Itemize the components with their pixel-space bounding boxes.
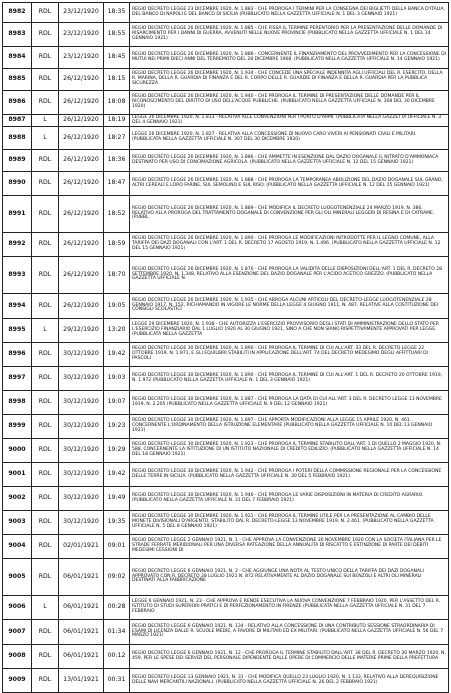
record-date: 30/12/1920 bbox=[59, 439, 104, 463]
record-number: 8993 bbox=[3, 257, 32, 294]
record-date: 06/01/1921 bbox=[59, 559, 104, 596]
record-type: RDL bbox=[32, 620, 59, 645]
record-time: 18:35 bbox=[104, 3, 130, 23]
record-time: 19:42 bbox=[104, 463, 130, 487]
record-time: 18:27 bbox=[104, 127, 130, 150]
record-description: REGIO DECRETO LEGGE 6 GENNAIO 1921, N. 2 - CHE AGGIUNGE UNA NOTA AL TESTO UNICO DELLA TARIFFA DEI DAZI DOGANALI APPROVATO CON R. DECRETO 28 LUGLIO 1921 N. 872 RELATIVAMENTE AL DAZIO DOGANALE SUI BENZOLI E ALTRI OLI MINERALI DESTINATI ALLA FABBRICAZIONE bbox=[130, 559, 449, 596]
record-time: 18:59 bbox=[104, 233, 130, 257]
record-date: 06/01/1921 bbox=[59, 620, 104, 645]
record-description: REGIO DECRETO LEGGE 6 GENNAIO 1921, N. 134 - RELATIVO ALLA CONCESSIONE DI UNA CONTRIBUTO SESSIONE STRAORDINARIA DI ESAMI DI LICENZA DALLE R. SCUOLE MEDIE, A FAVORE DI MILITARI ED EX MILITARI. (PUBBLICATO NELLA GAZZETTA UFFICIALE N. 56 DEL 7 MARZO 1921) bbox=[130, 620, 449, 645]
record-date: 30/12/1920 bbox=[59, 391, 104, 415]
record-description: REGIO DECRETO LEGGE 13 GENNAIO 1921, N. 31 - CHE MODIFICA QUELLO 23 LUGLIO 1920, N. 1.133, RELATIVO ALLA DEREQUISIZIONE DELLE NAVI MERCANTILI NAZIONALI. (PUBBLICATO NELLA GAZZETTA UFFICIALE N. 26 DEL 2 FEBBRAIO 1921) bbox=[130, 669, 449, 693]
record-type: RDL bbox=[32, 535, 59, 559]
record-time: 18:15 bbox=[104, 69, 130, 91]
record-type: RDL bbox=[32, 294, 59, 319]
record-description: REGIO DECRETO LEGGE 30 DICEMBRE 1920, N. 1.890 - CHE PROROGA IL TERMINE DI CUI ALL'ART. 1 DEL R. DECRETO 20 OTTOBRE 1919, N. 1.972 (PUBBLICATO NELLA GAZZETTA UFFICIALE N. 1 DEL 3 GENNAIO 1921) bbox=[130, 367, 449, 391]
record-type: L bbox=[32, 115, 59, 127]
record-time: 09:01 bbox=[104, 535, 130, 559]
record-date: 30/12/1920 bbox=[59, 463, 104, 487]
record-time: 18:70 bbox=[104, 257, 130, 294]
record-date: 13/01/1921 bbox=[59, 669, 104, 693]
table-row bbox=[3, 91, 449, 115]
record-description: REGIO DECRETO LEGGE 30 DICEMBRE 1920, N. 1.942 - CHE PROROGA I POTERI DELLA COMMISSIONE REGIONALE PER LA CONCESSIONE DELLE TERRE IN SICILIA. (PUBBLICATO NELLA GAZZETTA UFFICIALE N. 30 DEL 5 FEBBRAIO 1921) bbox=[130, 463, 449, 487]
record-number: 8985 bbox=[3, 69, 32, 91]
record-time: 00:31 bbox=[104, 669, 130, 693]
record-description: REGIO DECRETO LEGGE 30 DICEMBRE 1920, N. 1.897 - CHE APPORTA MODIFICAZIONI ALLA LEGGE 15 APRILE 1920, N. 461, CONCERNENTE L'ORDINAMENTO DELLA ISTRUZIONE ELEMENTARE (PUBBLICATO NELLA GAZZETTA UFFICIALE N. 10 DEL 13 GENNAIO 1921) bbox=[130, 415, 449, 439]
table-row bbox=[3, 463, 449, 487]
table-row bbox=[3, 391, 449, 415]
record-date: 23/12/1920 bbox=[59, 47, 104, 69]
record-number: 8999 bbox=[3, 415, 32, 439]
table-row bbox=[3, 150, 449, 172]
record-description: REGIO DECRETO LEGGE 26 DICEMBRE 1920, N. 1.888 - CHE PROROGA LA TEMPORANEA ABOLIZIONE DEL DAZIO DOGANALE SUL GRANO, ALTRI CEREALI E LORO FARINE, SUL SEMOLINO E SUL RISO. (PUBBLICATO NELLA GAZZETTA UFFICIALE N. 12 DEL 15 GENNAIO 1921) bbox=[130, 172, 449, 196]
record-type: RDL bbox=[32, 3, 59, 23]
record-date: 26/12/1920 bbox=[59, 127, 104, 150]
record-date: 23/12/1920 bbox=[59, 23, 104, 47]
record-description: REGIO DECRETO LEGGE 2 GENNAIO 1921, N. 1 - CHE APPROVA LA CONVENZIONE 30 NOVEMBRE 1920 CON LA SOCIETA ITALIANA PER LE STRADE FERRATE MERIDIONALI PER UNA DIVERSA RATEAZIONE DELLA ANNUALITA DI RISCATTO E ESTINZIONE DI PARTE DEI DEBITI MEDESIMI CESSIONI DI bbox=[130, 535, 449, 559]
table-row bbox=[3, 196, 449, 233]
record-number: 9001 bbox=[3, 463, 32, 487]
record-time: 19:07 bbox=[104, 391, 130, 415]
record-description: REGIO DECRETO LEGGE 30 DICEMBRE 1920, N. 1.921 - CHE PROROGA IL TERMINE UTILE PER LA PRESENTAZIONE AL CAMBIO DELLE MONETE DIVISIONALI D'ARGENTO, STABILITO DAL R. DECRETO-LEGGE 13 NOVEMBRE 1919, N. 2.461. (PUBBLICATO NELLA GAZZETTA UFFICIALE N. 5 DEL 8 GENNAIO 1921) bbox=[130, 511, 449, 535]
record-type: RDL bbox=[32, 439, 59, 463]
table-row bbox=[3, 69, 449, 91]
record-number: 9009 bbox=[3, 669, 32, 693]
record-description: REGIO DECRETO LEGGE 26 DICEMBRE 1920, N. 1.886 - CHE AMMETTE IN ESENZIONE DAL DAZIO DOGANALE IL NITRATO D'AMMONIACA DESTINATO PER USO DI CONCIMAZIONE AGRICOLA. (PUBBLICATO NELLA GAZZETTA UFFICIALE N. 12 DEL 15 GENNAIO 1921) bbox=[130, 150, 449, 172]
record-number: 8984 bbox=[3, 47, 32, 69]
record-description: LEGGE 6 GENNAIO 1921, N. 23 - CHE APPROVA E RENDE ESECUTIVA LA NUOVA CONVENZIONE 7 FEBBRAIO 1920, PER L'ASSETTO DEL R. ISTITUTO DI STUDI SUPERIORI PRATICI E DI PERFEZIONAMENTO IN FIRENZE (PUBBLICATA NELLA GAZZETTA UFFICIALE N. 31 DEL 7 FEBBRAIO bbox=[130, 596, 449, 620]
legislation-table bbox=[2, 2, 449, 693]
record-number: 8996 bbox=[3, 343, 32, 367]
record-number: 8992 bbox=[3, 233, 32, 257]
record-time: 19:23 bbox=[104, 415, 130, 439]
table-row bbox=[3, 596, 449, 620]
table-row bbox=[3, 559, 449, 596]
table-row bbox=[3, 620, 449, 645]
record-type: RDL bbox=[32, 487, 59, 511]
record-date: 30/12/1920 bbox=[59, 415, 104, 439]
record-time: 18:52 bbox=[104, 196, 130, 233]
record-type: RDL bbox=[32, 69, 59, 91]
record-number: 9003 bbox=[3, 511, 32, 535]
record-number: 9006 bbox=[3, 596, 32, 620]
record-time: 19:29 bbox=[104, 439, 130, 463]
table-row bbox=[3, 367, 449, 391]
record-type: RDL bbox=[32, 196, 59, 233]
record-time: 13:20 bbox=[104, 319, 130, 343]
record-date: 26/12/1920 bbox=[59, 294, 104, 319]
record-number: 8986 bbox=[3, 91, 32, 115]
record-description: REGIO DECRETO LEGGE 23 DICEMBRE 1920, N. 1.883 - CHE PROROGA I TERMINI PER LA CONSEGNA DEI BIGLIETTI DELLA BANCA D'ITALIA, DEL BANCO DI NAPOLI E DEL BANCO DI SICILIA (PUBBLICATO NELLA GAZZETTA UFFICIALE N. 1 DEL 3 GENNAIO 1921) bbox=[130, 3, 449, 23]
table-row bbox=[3, 115, 449, 127]
record-date: 26/12/1920 bbox=[59, 115, 104, 127]
record-number: 8989 bbox=[3, 150, 32, 172]
record-time: 00:28 bbox=[104, 596, 130, 620]
record-number: 9004 bbox=[3, 535, 32, 559]
table-row bbox=[3, 319, 449, 343]
record-number: 8988 bbox=[3, 127, 32, 150]
record-type: RDL bbox=[32, 645, 59, 669]
table-row bbox=[3, 23, 449, 47]
record-number: 9008 bbox=[3, 645, 32, 669]
record-date: 26/12/1920 bbox=[59, 172, 104, 196]
record-type: L bbox=[32, 127, 59, 150]
table-row bbox=[3, 511, 449, 535]
record-time: 19:35 bbox=[104, 511, 130, 535]
table-row bbox=[3, 415, 449, 439]
record-description: REGIO DECRETO LEGGE 26 DICEMBRE 1920, N. 1.934 - CHE CONCEDE UNA SPECIALE INDENNITA AGLI UFFICIALI DEL R. ESERCITO, DELLA R. MARINA, DELLA R. GUARDIA DI FINANZA E DEL R. CORPO DELLE R. GUARDIE DI FINANZA E DELLA R. GUARDIA PER LA PUBBLICA SICUREZZA bbox=[130, 69, 449, 91]
record-type: RDL bbox=[32, 511, 59, 535]
record-type: RDL bbox=[32, 172, 59, 196]
record-date: 30/12/1920 bbox=[59, 367, 104, 391]
record-number: 8997 bbox=[3, 367, 32, 391]
record-time: 19:05 bbox=[104, 294, 130, 319]
record-number: 9002 bbox=[3, 487, 32, 511]
table-row bbox=[3, 233, 449, 257]
record-type: RDL bbox=[32, 91, 59, 115]
record-date: 30/12/1920 bbox=[59, 511, 104, 535]
table-row bbox=[3, 535, 449, 559]
record-date: 29/12/1920 bbox=[59, 319, 104, 343]
record-type: RDL bbox=[32, 23, 59, 47]
record-type: RDL bbox=[32, 415, 59, 439]
table-row bbox=[3, 669, 449, 693]
record-number: 9000 bbox=[3, 439, 32, 463]
record-description: REGIO DECRETO LEGGE 30 DICEMBRE 1920, N. 1.923 - CHE PROROGA IL TERMINE STABILITO DALL'ART. 1 DI QUELLO 2 MAGGIO 1920, N. 588, CONCERNENTE LA ISTITUZIONE DI UN ISTITUTO NAZIONALE DI CREDITO EDILIZIO. (PUBBLICATO NELLA GAZZETTA UFFICIALE N. 14 DEL 18 GENNAIO 1921) bbox=[130, 439, 449, 463]
record-date: 02/01/1921 bbox=[59, 535, 104, 559]
record-time: 19:42 bbox=[104, 343, 130, 367]
record-type: RDL bbox=[32, 391, 59, 415]
record-time: 18:19 bbox=[104, 115, 130, 127]
record-time: 18:36 bbox=[104, 150, 130, 172]
record-description: REGIO DECRETO LEGGE 30 DICEMBRE 1920, N. 1.887 - CHE PROROGA LA DATA DI CUI ALL'ART. 3 DEL R. DECRETO LEGGE 13 NOVEMBRE 1919, N. 2.205 (PUBBLICATO NELLA GAZZETTA UFFICIALE N. 9 DEL 12 GENNAIO 1921) bbox=[130, 391, 449, 415]
record-date: 26/12/1920 bbox=[59, 69, 104, 91]
table-row bbox=[3, 172, 449, 196]
record-number: 8983 bbox=[3, 23, 32, 47]
table-row bbox=[3, 47, 449, 69]
record-type: RDL bbox=[32, 233, 59, 257]
record-description: REGIO DECRETO LEGGE 26 DICEMBRE 1920, N. 1.886 - CONCERNENTE IL FINANZIAMENTO DEL PROVVEDIMENTO PER LA CONCESSIONE DI MUTUI NEI PRIMI DIECI ANNI DEL TERREMOTO DEL 28 DICEMBRE 1908. (PUBBLICATO NELLA GAZZETTA UFFICIALE N. 14 GENNAIO 1921) bbox=[130, 47, 449, 69]
table-row bbox=[3, 127, 449, 150]
record-number: 8987 bbox=[3, 115, 32, 127]
record-type: RDL bbox=[32, 257, 59, 294]
record-description: LEGGE 26 DICEMBRE 1920, N. 1.827 - RELATIVA ALLA CONCESSIONE DI NUOVO CARO VIVERI AI PENSIONATI CIVILI E MILITARI. (PUBBLICATA NELLA GAZZETTA UFFICIALE N. 307 DEL 30 DICEMBRE 1920) bbox=[130, 127, 449, 150]
record-date: 26/12/1920 bbox=[59, 233, 104, 257]
record-date: 23/12/1920 bbox=[59, 3, 104, 23]
record-description: REGIO DECRETO LEGGE 26 DICEMBRE 1920, N. 1.889 - CHE MODIFICA IL DECRETO LUOGOTENENZIALE 24 MARZO 1919, N. 386, RELATIVO ALLA PROROGA DEL TRATTAMENTO DOGANALE DI CONVENZIONE PER GLI OLI MINERALI LEGGERI DI RESINA E DI CATRAME. (PUBBL. bbox=[130, 196, 449, 233]
record-number: 8982 bbox=[3, 3, 32, 23]
record-number: 8995 bbox=[3, 319, 32, 343]
record-type: RDL bbox=[32, 150, 59, 172]
record-type: RDL bbox=[32, 463, 59, 487]
table-row bbox=[3, 439, 449, 463]
record-date: 26/12/1920 bbox=[59, 257, 104, 294]
record-number: 8994 bbox=[3, 294, 32, 319]
table-row bbox=[3, 487, 449, 511]
table-row bbox=[3, 645, 449, 669]
record-date: 30/12/1920 bbox=[59, 343, 104, 367]
table-row bbox=[3, 257, 449, 294]
table-row bbox=[3, 294, 449, 319]
record-description: REGIO DECRETO LEGGE 30 DICEMBRE 1920, N. 1.890 - CHE PROROGA IL TERMINE DI CUI ALL'ART. 33 DEL R. DECRETO LEGGE 22 OTTOBRE 1919, N. 1.971, E GLI EQUILIBRI STABILITI IN APPLICAZIONE DELL'ART. 74 DEL DECRETO MEDESIMO DEGLI AFFITTUARI DI PASCOLI bbox=[130, 343, 449, 367]
record-date: 26/12/1920 bbox=[59, 150, 104, 172]
table-body bbox=[3, 3, 449, 693]
table-row bbox=[3, 3, 449, 23]
record-time: 18:08 bbox=[104, 91, 130, 115]
record-number: 9005 bbox=[3, 559, 32, 596]
record-description: LEGGE 26 DICEMBRE 1920, N. 1.813 - RELATIVA ALLE CONVENZIONI PER I PORTO D'ARMI. (PUBBLICATA NELLA GAZZETTA UFFICIALE N. 3 DEL 4 GENNAIO 1921) bbox=[130, 115, 449, 127]
record-number: 8998 bbox=[3, 391, 32, 415]
record-description: REGIO DECRETO LEGGE 26 DICEMBRE 1920, N. 1.870 - CHE PROROGA LA VALIDITA DELLE DISPOSIZIONI DELL'ART. 1 DEL R. DECRETO 28 SETTEMBRE 1920, N. 1.348, RELATIVO ALLA ESENZIONE DEL DAZIO DOGANALE PER L'ACIDO ACETICO GREZZO. (PUBBLICATO NELLA GAZZETTA UFFICIALE N. bbox=[130, 257, 449, 294]
table-row bbox=[3, 343, 449, 367]
record-time: 19:03 bbox=[104, 367, 130, 391]
record-description: REGIO DECRETO LEGGE 26 DICEMBRE 1920, N. 1.940 - CHE PROROGA IL TERMINE DI PRESENTAZIONE DELLE DOMANDE PER IL RICONOSCIMENTO DEL DIRITTO DI USO DELL'ACQUE PUBBLICHE. (PUBBLICATO NELLA GAZZETTA UFFICIALE N. 308 DEL 30 DICEMBRE 1920) bbox=[130, 91, 449, 115]
record-type: RDL bbox=[32, 559, 59, 596]
record-date: 26/12/1920 bbox=[59, 196, 104, 233]
record-type: L bbox=[32, 596, 59, 620]
record-type: RDL bbox=[32, 367, 59, 391]
record-time: 01:34 bbox=[104, 620, 130, 645]
record-type: RDL bbox=[32, 47, 59, 69]
record-time: 00:12 bbox=[104, 645, 130, 669]
record-time: 18:55 bbox=[104, 23, 130, 47]
record-date: 06/01/1921 bbox=[59, 596, 104, 620]
record-description: REGIO DECRETO LEGGE 6 GENNAIO 1921, N. 12 - CHE PROROGA IL TERMINE STABILITO DALL'ART. 38 DEL R. DECRETO 30 MARZO 1920, N. 459, PER LE SPESE DEI SERVIZI DEL PERSONALE DIPENDENTE DALLE OPERE DI COMMERCIO DELLE MATERIE PRIME DELLA PREFETTURA bbox=[130, 645, 449, 669]
record-time: 19:49 bbox=[104, 487, 130, 511]
record-type: L bbox=[32, 319, 59, 343]
record-number: 8990 bbox=[3, 172, 32, 196]
record-number: 8991 bbox=[3, 196, 32, 233]
record-date: 26/12/1920 bbox=[59, 91, 104, 115]
record-time: 18:47 bbox=[104, 172, 130, 196]
record-time: 09:02 bbox=[104, 559, 130, 596]
record-date: 30/12/1920 bbox=[59, 487, 104, 511]
record-description: REGIO DECRETO LEGGE 26 DICEMBRE 1920, N. 1.885 - CHE FISSA IL TERMINE PERENTORIO PER LA PRESENTAZIONE DELLE DOMANDE DI RISARCIMENTO PER I DANNI DI GUERRA, AVVENUTI NELLE NUOVE PROVINCIE (PUBBLICATO NELLA GAZZETTA UFFICIALE N. 1 DEL 14 GENNAIO 1921) bbox=[130, 23, 449, 47]
record-description: REGIO DECRETO LEGGE 26 DICEMBRE 1920, N. 1.935 - CHE ABROGA ALCUNI ARTICOLI DEL DECRETO-LEGGE LUOGOTENENZIALE 28 GENNAIO 1917, N. 152, RICHIAMANDO IN VIGORE LE NORME DELLA LEGGE 4 GIUGNO 1911, N. 487, RELATIVE ALLA COSTITUZIONE DEI CONSIGLI SCOLASTICI bbox=[130, 294, 449, 319]
record-description: REGIO DECRETO LEGGE 26 DICEMBRE 1920, N. 1.890 - CHE PROROGA LE MODIFICAZIONI INTRODOTTE PER IL LEGNO COMUNE, ALLA TARIFFA DEI DAZI DOGANALI CON L'ART. 1 DEL R. DECRETO 17 AGOSTO 1919, N. 1.496. (PUBBLICATO NELLA GAZZETTA UFFICIALE N. 12 DEL 15 GENNAIO 1921) bbox=[130, 233, 449, 257]
record-description: REGIO DECRETO LEGGE 30 DICEMBRE 1920, N. 1.946 - CHE PROROGA LE VARIE DISPOSIZIONI IN MATERIA DI CREDITO AGRARIO. (PUBBLICATO NELLA GAZZETTA UFFICIALE N. 31 DEL 7 FEBBRAIO 1921) bbox=[130, 487, 449, 511]
record-number: 9007 bbox=[3, 620, 32, 645]
record-description: LEGGE 29 DICEMBRE 1920, N. 1.938 - CHE AUTORIZZA L'ESERCIZIO PROVVISORIO DEGLI STATI DI AMMINISTRAZIONE DELLO STATO PER L'ESERCIZIO FINANZIARIO DAL 1 LUGLIO 1920 AL 30 GIUGNO 1921, SINO A CHE NON SIANO RISPETTIVAMENTE APPROVATI PER LEGGE. (PUBBLICATA NELLA GAZZETTA bbox=[130, 319, 449, 343]
record-time: 18:45 bbox=[104, 47, 130, 69]
record-type: RDL bbox=[32, 343, 59, 367]
record-type: RDL bbox=[32, 669, 59, 693]
record-date: 06/01/1921 bbox=[59, 645, 104, 669]
